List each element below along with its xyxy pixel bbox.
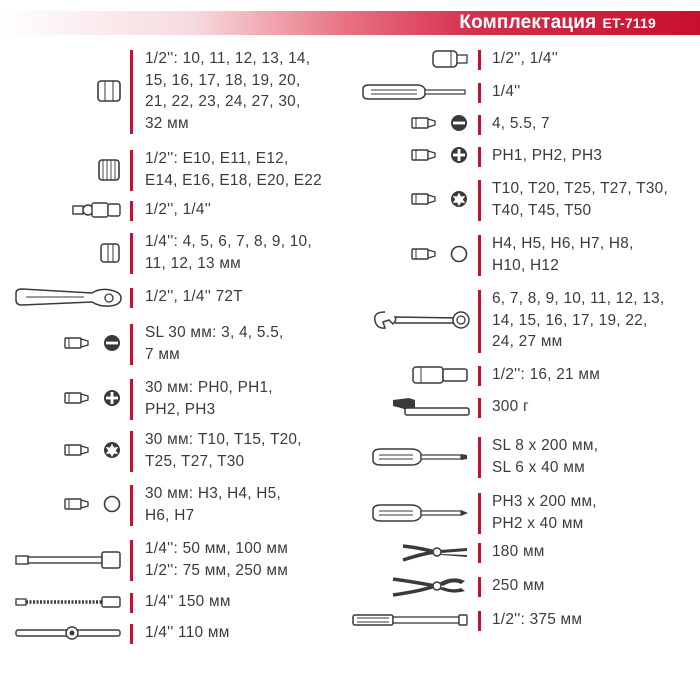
item-label-line: 24, 27 мм — [492, 333, 563, 350]
item-label — [145, 231, 312, 274]
sliding-t-bar-icon — [14, 625, 124, 641]
divider-bar — [478, 611, 481, 631]
bit-hex-icon — [411, 244, 471, 266]
divider-bar — [130, 50, 133, 134]
divider-bar — [478, 83, 481, 103]
page-title — [459, 12, 656, 34]
model-number: ET-7119 — [602, 15, 656, 31]
pliers-icon — [401, 540, 471, 564]
item-label-line: 180 мм — [492, 543, 545, 560]
divider-bar — [130, 324, 133, 365]
hammer-icon — [391, 394, 471, 420]
combination-wrench-icon — [371, 308, 471, 332]
divider-bar — [478, 235, 481, 276]
extension-bar-icon — [14, 548, 124, 572]
divider-bar — [478, 147, 481, 167]
divider-bar — [478, 115, 481, 135]
slotted-screwdriver-icon — [371, 446, 471, 468]
bit-slotted-icon — [411, 113, 471, 135]
item-label-line: H6, H7 — [145, 506, 195, 524]
item-label-line: 1/2'': 375 мм — [492, 611, 583, 628]
bit-holder-screwdriver-icon — [361, 82, 471, 102]
item-label-line: H10, H12 — [492, 256, 560, 274]
divider-bar — [478, 366, 481, 386]
item-label — [492, 435, 598, 478]
item-label-line: 7 мм — [145, 345, 180, 363]
bit-hex-icon — [64, 494, 124, 516]
item-label-line: T10, T20, T25, T27, T30, — [492, 180, 668, 197]
item-label-line: E14, E16, E18, E20, E22 — [145, 171, 322, 189]
divider-bar — [130, 624, 133, 644]
spark-plug-socket-icon — [411, 363, 471, 387]
socket-small-icon — [98, 241, 124, 265]
bit-adapter-icon — [431, 48, 471, 70]
bit-slotted-icon — [64, 333, 124, 355]
divider-bar — [130, 593, 133, 613]
bit-torx-icon — [64, 440, 124, 462]
item-label — [145, 148, 322, 191]
item-label — [492, 48, 558, 70]
item-label-line: PH2, PH3 — [145, 400, 216, 418]
item-label-line: 1/4'' — [492, 83, 521, 100]
item-label-line: T40, T45, T50 — [492, 201, 592, 219]
item-label-line: 30 мм: PH0, PH1, — [145, 379, 273, 396]
item-label-line: 11, 12, 13 мм — [145, 254, 242, 272]
item-label-line: PH2 x 40 мм — [492, 514, 584, 532]
item-label — [492, 364, 600, 386]
item-label — [492, 491, 597, 534]
item-label — [492, 609, 582, 631]
item-label — [145, 429, 302, 472]
item-label — [492, 81, 521, 103]
divider-bar — [130, 431, 133, 472]
item-label — [492, 541, 545, 563]
title-text: Комплектация — [459, 12, 597, 33]
item-label-line: 15, 16, 17, 18, 19, 20, — [145, 71, 301, 89]
item-label — [145, 286, 243, 308]
item-label — [145, 377, 273, 420]
item-label-line: 250 мм — [492, 577, 545, 594]
divider-bar — [478, 543, 481, 563]
item-label-line: 1/2'': E10, E11, E12, — [145, 150, 289, 167]
item-label-line: SL 6 x 40 мм — [492, 458, 585, 476]
item-label — [145, 622, 230, 644]
divider-bar — [130, 485, 133, 526]
bit-phillips-icon — [64, 388, 124, 410]
divider-bar — [130, 288, 133, 308]
item-label-line: 1/4'': 4, 5, 6, 7, 8, 9, 10, — [145, 233, 312, 250]
divider-bar — [478, 493, 481, 534]
item-label-line: 32 мм — [145, 114, 189, 132]
item-label-line: H4, H5, H6, H7, H8, — [492, 235, 634, 252]
breaker-bar-icon — [351, 611, 471, 629]
header-banner — [0, 11, 700, 35]
divider-bar — [130, 379, 133, 420]
item-label-line: 1/2'', 1/4'' 72T — [145, 288, 243, 305]
divider-bar — [130, 233, 133, 274]
item-label — [492, 113, 550, 135]
item-label-line: 6, 7, 8, 9, 10, 11, 12, 13, — [492, 290, 665, 307]
item-label — [492, 288, 664, 353]
item-label-line: 1/2'', 1/4'' — [492, 50, 559, 67]
item-label — [492, 575, 545, 597]
item-label-line: PH1, PH2, PH3 — [492, 147, 603, 164]
item-label — [145, 591, 231, 613]
item-label — [145, 483, 281, 526]
ratchet-icon — [14, 285, 124, 309]
item-label — [492, 145, 602, 167]
item-label-line: 1/4'': 50 мм, 100 мм — [145, 540, 289, 557]
item-label — [492, 178, 668, 221]
item-label-line: SL 8 x 200 мм, — [492, 437, 599, 454]
divider-bar — [478, 437, 481, 478]
divider-bar — [478, 180, 481, 221]
phillips-screwdriver-icon — [371, 502, 471, 524]
socket-icon — [96, 78, 124, 104]
item-label-line: SL 30 мм: 3, 4, 5.5, — [145, 324, 284, 341]
item-label — [492, 396, 529, 418]
item-label — [145, 48, 310, 134]
divider-bar — [130, 150, 133, 191]
flexible-extension-icon — [14, 595, 124, 609]
item-label — [492, 233, 634, 276]
divider-bar — [478, 290, 481, 353]
item-label — [145, 538, 288, 581]
item-label-line: 1/2'': 16, 21 мм — [492, 366, 601, 383]
water-pump-pliers-icon — [391, 573, 471, 599]
item-label — [145, 322, 284, 365]
divider-bar — [130, 201, 133, 221]
item-label-line: 1/4'' 110 мм — [145, 624, 230, 641]
item-label-line: 4, 5.5, 7 — [492, 115, 550, 132]
divider-bar — [478, 50, 481, 70]
item-label-line: 1/2'': 75 мм, 250 мм — [145, 561, 289, 579]
item-label-line: 14, 15, 16, 17, 19, 22, — [492, 311, 648, 329]
item-label-line: 1/2'': 10, 11, 12, 13, 14, — [145, 50, 311, 67]
bit-torx-icon — [411, 189, 471, 211]
item-label-line: 300 г — [492, 398, 529, 415]
item-label-line: 1/4'' 150 мм — [145, 593, 231, 610]
universal-joint-icon — [72, 199, 124, 221]
item-label-line: 21, 22, 23, 24, 27, 30, — [145, 93, 301, 110]
item-label — [145, 199, 211, 221]
bit-phillips-icon — [411, 145, 471, 167]
divider-bar — [478, 398, 481, 418]
item-label-line: T25, T27, T30 — [145, 452, 245, 470]
divider-bar — [130, 540, 133, 581]
item-label-line: 30 мм: H3, H4, H5, — [145, 485, 282, 502]
item-label-line: PH3 x 200 мм, — [492, 493, 597, 510]
item-label-line: 30 мм: T10, T15, T20, — [145, 431, 302, 448]
item-label-line: 1/2'', 1/4'' — [145, 201, 212, 218]
torx-socket-icon — [96, 157, 124, 183]
divider-bar — [478, 577, 481, 597]
